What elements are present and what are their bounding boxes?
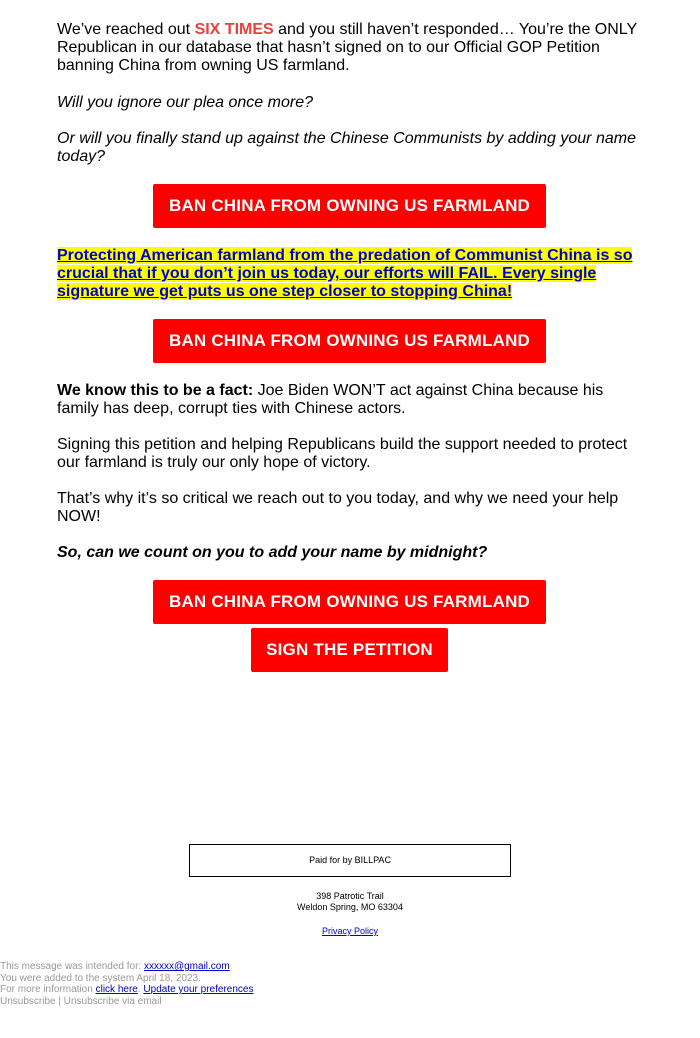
fact-paragraph: [57, 382, 647, 418]
highlight-paragraph: [57, 247, 647, 301]
address-line-1: 398 Patrotic Trail: [316, 891, 384, 901]
ban-china-button-2[interactable]: BAN CHINA FROM OWNING US FARMLAND: [153, 319, 546, 363]
signing-paragraph: Signing this petition and helping Republicans build the support needed to protect our farmland is truly our only hope of victory.: [57, 436, 628, 471]
intended-for-label: This message was intended for:: [0, 961, 144, 972]
paid-for-disclaimer: Paid for by BILLPAC: [189, 844, 511, 877]
more-info-line: [0, 984, 253, 996]
question-ignore: Will you ignore our plea once more?: [57, 94, 313, 111]
sign-petition-button[interactable]: SIGN THE PETITION: [251, 628, 448, 672]
question-stand-up: Or will you finally stand up against the Chinese Communists by adding your name today?: [57, 130, 636, 165]
footer-notice: [0, 961, 253, 1007]
highlight-link[interactable]: Protecting American farmland from the predation of Communist China is so crucial that if you don’t join us today, our efforts will FAIL. Every single signature we get puts us one step closer to stopping China!: [57, 247, 633, 300]
ban-china-button-1[interactable]: BAN CHINA FROM OWNING US FARMLAND: [153, 184, 546, 228]
fact-bold-lead: We know this to be a fact:: [57, 382, 254, 399]
closing-question: So, can we count on you to add your name by midnight?: [57, 544, 488, 561]
intro-text-pre: We’ve reached out: [57, 21, 195, 38]
mailing-address: [189, 891, 511, 913]
privacy-policy-link[interactable]: Privacy Policy: [321, 926, 378, 936]
address-line-2: Weldon Spring, MO 63304: [297, 902, 403, 912]
added-date-line: You were added to the system April 18, 2023.: [0, 972, 201, 984]
more-info-separator: .: [137, 984, 144, 995]
six-times-emphasis: SIX TIMES: [194, 21, 274, 38]
click-here-link[interactable]: click here: [95, 984, 138, 995]
intro-text-post: and you still haven’t responded… You’re the ONLY Republican in our database that hasn’t signed on to our Official GOP Petition banning China from owning US farmland.: [57, 21, 637, 74]
unsubscribe-line[interactable]: Unsubscribe | Unsubscribe via email: [0, 995, 162, 1007]
privacy-policy-wrap: [189, 926, 511, 936]
fact-text: Joe Biden WON’T act against China because his family has deep, corrupt ties with Chinese actors.: [57, 382, 604, 417]
ban-china-button-3[interactable]: BAN CHINA FROM OWNING US FARMLAND: [153, 580, 546, 624]
intended-for-line: [0, 961, 253, 973]
recipient-email-link[interactable]: xxxxxx@gmail.com: [143, 961, 230, 972]
critical-paragraph: That’s why it’s so critical we reach out to you today, and why we need your help NOW!: [57, 490, 619, 525]
intro-paragraph: [57, 21, 647, 75]
update-preferences-link[interactable]: Update your preferences: [143, 984, 254, 995]
more-info-label: For more information: [0, 984, 96, 995]
